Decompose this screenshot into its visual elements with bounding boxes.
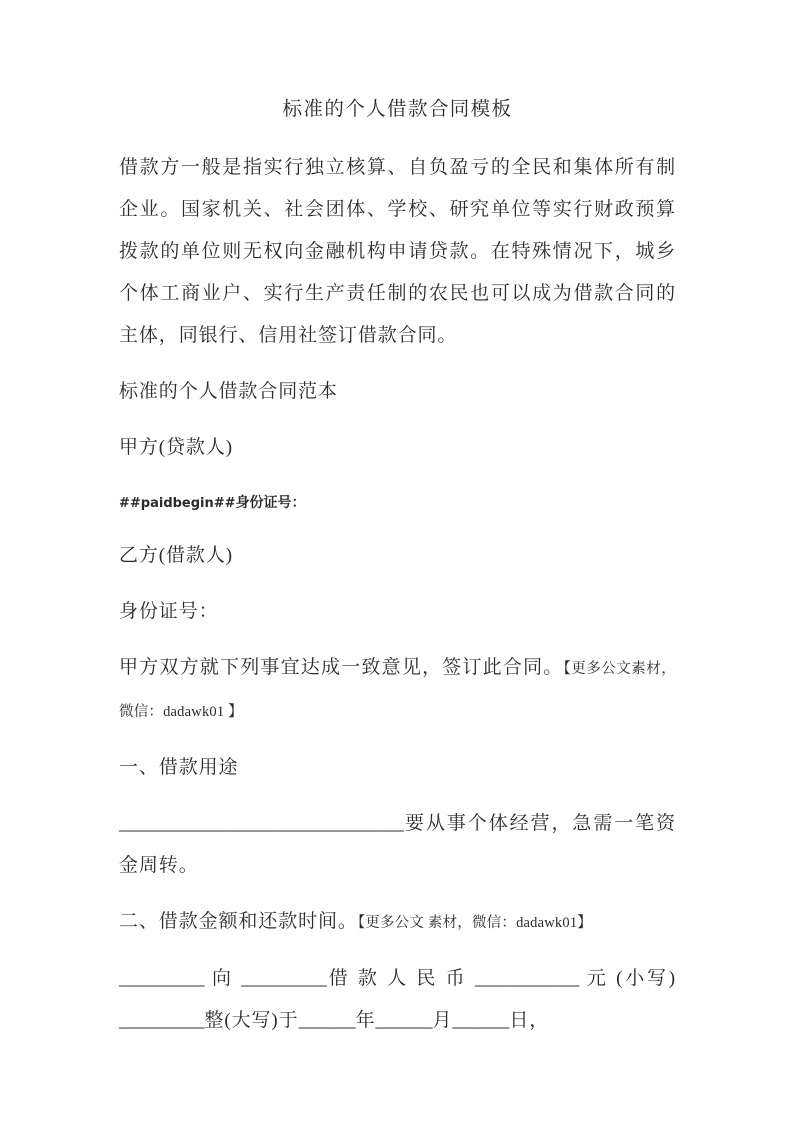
- amount-word-yuan-lowercase: 元 (小写): [579, 968, 676, 989]
- paid-marker-token: ##paidbegin##: [119, 496, 236, 511]
- id-number-label: 身份证号：: [119, 601, 219, 622]
- party-a-label: 甲方(贷款人): [119, 437, 233, 458]
- amount-word-borrow-rmb: 借 款 人 民 币: [326, 968, 475, 989]
- section-one-blank-field[interactable]: ______________________________: [119, 813, 404, 834]
- document-body: [119, 95, 676, 1042]
- sample-heading: 标准的个人借款合同范本: [119, 381, 338, 402]
- borrower-blank-field[interactable]: _________: [241, 968, 327, 989]
- amount-word-to: 向: [204, 968, 242, 989]
- section-one-heading: 一、借款用途: [119, 757, 239, 778]
- section-two-heading: [119, 901, 676, 944]
- page-title: 标准的个人借款合同模板: [282, 99, 513, 120]
- intro-paragraph: 借款方一般是指实行独立核算、自负盈亏的全民和集体所有制企业。国家机关、社会团体、学校、研究单位等实行财政预算拨款的单位则无权向金融机构申请贷款。在特殊情况下，城乡个体工商业户、实行生产责任制的农民也可以成为借款合同的主体，同银行、信用社签订借款合同。: [119, 157, 676, 346]
- lender-blank-field[interactable]: _________: [119, 968, 205, 989]
- day-blank-field[interactable]: ______: [452, 1010, 510, 1031]
- date-word-month: 月: [432, 1010, 453, 1031]
- date-word-day: 日，: [509, 1010, 550, 1031]
- section-one-body-text: 要从事个体经营，急需一笔资金周转。: [119, 813, 676, 876]
- section-one-paragraph: [119, 803, 676, 887]
- agreement-source-note: 【更多公文素材，微信：dadawk01 】: [119, 661, 676, 720]
- month-blank-field[interactable]: ______: [375, 1010, 433, 1031]
- amount-numeric-blank-field[interactable]: ___________: [474, 968, 580, 989]
- agreement-text: 甲方双方就下列事宜达成一致意见，签订此合同。: [119, 657, 564, 678]
- section-two-source-note: 【更多公文 素材，微信：dadawk01】: [357, 915, 592, 931]
- party-b-label: 乙方(借款人): [119, 545, 233, 566]
- amount-and-date-paragraph: [119, 958, 676, 1042]
- agreement-paragraph: [119, 647, 676, 733]
- amount-uppercase-blank-field[interactable]: _________: [119, 1010, 205, 1031]
- section-two-heading-text: 二、借款金额和还款时间。: [119, 911, 358, 932]
- amount-word-whole-uppercase: 整(大写)于: [204, 1010, 299, 1031]
- year-blank-field[interactable]: ______: [298, 1010, 356, 1031]
- paid-marker-id-label: 身份证号：: [235, 496, 306, 511]
- date-word-year: 年: [355, 1010, 376, 1031]
- paid-marker-line: [119, 483, 676, 525]
